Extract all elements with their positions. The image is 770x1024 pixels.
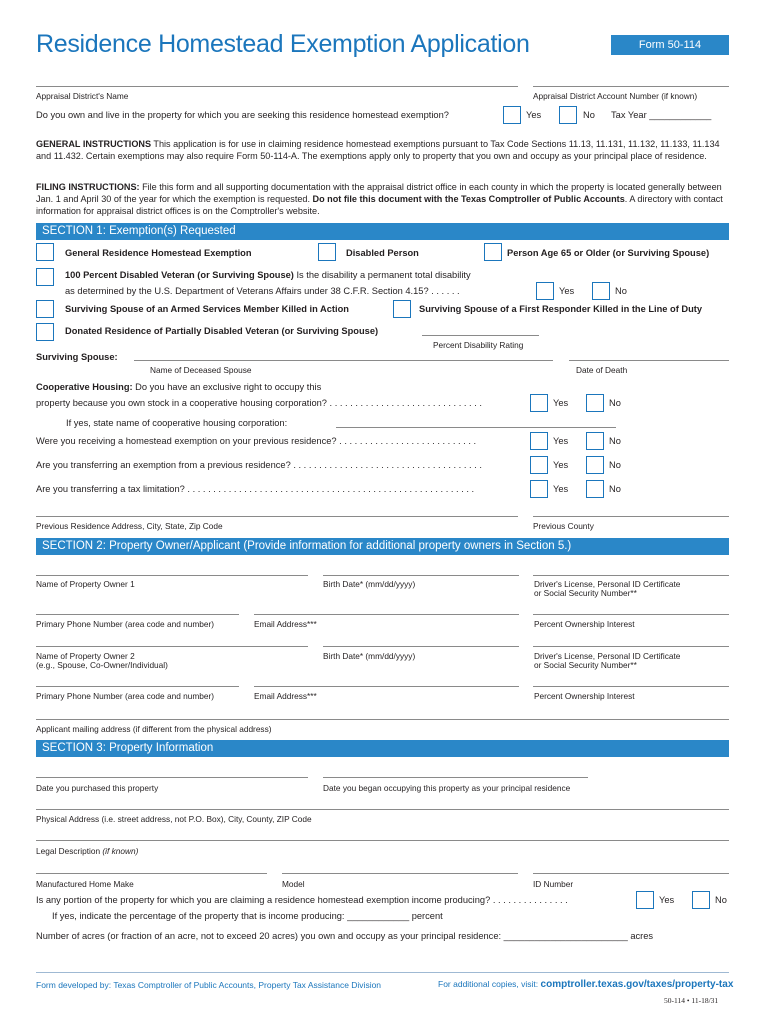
section3-header: SECTION 3: Property Information [36, 740, 729, 757]
coop-yes-checkbox[interactable] [530, 394, 548, 412]
owner2-name-label-2: (e.g., Spouse, Co-Owner/Individual) [36, 660, 168, 670]
footer-developed-by: Form developed by: Texas Comptroller of Public Accounts, Property Tax Assistance Division [36, 980, 382, 990]
prev-yes-label: Yes [553, 436, 569, 446]
purchased-date-line[interactable] [36, 777, 308, 778]
owner1-email-label: Email Address*** [254, 619, 317, 629]
page-title: Residence Homestead Exemption Application [36, 30, 530, 58]
owner2-pct-line[interactable] [533, 686, 729, 687]
disabled-veteran-label: 100 Percent Disabled Veteran (or Surviving Spouse) [65, 270, 294, 280]
coop-name-label: If yes, state name of cooperative housing corporation: [66, 418, 288, 428]
tax-limit-question: Are you transferring a tax limitation? . . . . . . . . . . . . . . . . . . . . . . . . . . . . . . . . . . . . . . . . . . . . . . . . . . . . . . . . [36, 484, 475, 494]
live-question: Do you own and live in the property for which you are seeking this residence homestead exemption? [36, 110, 449, 120]
income-no-checkbox[interactable] [692, 891, 710, 909]
general-instructions [36, 138, 730, 162]
coop-no-label: No [609, 398, 621, 408]
owner2-name-label-1: Name of Property Owner 2 [36, 651, 135, 661]
income-yes-checkbox[interactable] [636, 891, 654, 909]
physical-address-line[interactable] [36, 809, 729, 810]
live-yes-label: Yes [526, 110, 542, 120]
coop-name-line[interactable] [336, 427, 616, 428]
date-of-death-line[interactable] [569, 360, 729, 361]
transfer-exemption-question: Are you transferring an exemption from a previous residence? . . . . . . . . . . . . . . . . . . . . . . . . . . . . . . . . . . . . . [36, 460, 482, 470]
general-instructions-text: This application is for use in claiming residence homestead exemptions pursuant to Tax Code Sections 11.13, 11.131, 11.132, 11.133, 11.134 and 11.432. Certain exemptions may also require Form 50-114-A. The exemptions apply only to property that you own and occupy as your principal place of residence. [36, 139, 720, 161]
owner2-email-line[interactable] [254, 686, 519, 687]
limit-no-label: No [609, 484, 621, 494]
disabled-person-checkbox[interactable] [318, 243, 336, 261]
coop-no-checkbox[interactable] [586, 394, 604, 412]
income-yes-label: Yes [659, 895, 675, 905]
footer-copies-prefix: For additional copies, visit: [438, 979, 541, 989]
section2-header: SECTION 2: Property Owner/Applicant (Provide information for additional property owners in Section 5.) [36, 538, 729, 555]
district-name-label: Appraisal District's Name [36, 91, 129, 101]
live-yes-checkbox[interactable] [503, 106, 521, 124]
donated-residence-label: Donated Residence of Partially Disabled Veteran (or Surviving Spouse) [65, 326, 379, 336]
transfer-no-checkbox[interactable] [586, 456, 604, 474]
percent-rating-line[interactable] [422, 335, 539, 336]
first-responder-checkbox[interactable] [393, 300, 411, 318]
limit-yes-checkbox[interactable] [530, 480, 548, 498]
coop-heading: Cooperative Housing: [36, 382, 133, 392]
owner1-name-line[interactable] [36, 575, 308, 576]
owner1-id-label-2: or Social Security Number** [534, 588, 637, 598]
footer-divider [36, 972, 729, 973]
deceased-name-label: Name of Deceased Spouse [150, 365, 252, 375]
legal-description-line[interactable] [36, 840, 729, 841]
home-model-line[interactable] [282, 873, 518, 874]
filing-instructions-warning: Do not file this document with the Texas Comptroller of Public Accounts [312, 194, 625, 204]
owner1-phone-label: Primary Phone Number (area code and number) [36, 619, 215, 629]
physical-address-label: Physical Address (i.e. street address, not P.O. Box), City, County, ZIP Code [36, 814, 312, 824]
owner1-pct-line[interactable] [533, 614, 729, 615]
tax-year-field[interactable]: Tax Year ____________ [611, 110, 712, 120]
owner2-id-label-1: Driver's License, Personal ID Certificate [534, 651, 681, 661]
footer-url-link[interactable]: comptroller.texas.gov/taxes/property-tax [540, 979, 734, 990]
coop-question [36, 382, 321, 392]
disabled-veteran-question [65, 270, 471, 280]
owner2-pct-label: Percent Ownership Interest [534, 691, 635, 701]
income-percentage-field[interactable]: If yes, indicate the percentage of the property that is income producing: ____________ percent [52, 911, 443, 921]
home-make-label: Manufactured Home Make [36, 879, 134, 889]
live-no-checkbox[interactable] [559, 106, 577, 124]
date-of-death-label: Date of Death [576, 365, 628, 375]
prev-yes-checkbox[interactable] [530, 432, 548, 450]
prev-address-line[interactable] [36, 516, 518, 517]
owner2-id-label-2: or Social Security Number** [534, 660, 637, 670]
acres-field[interactable]: Number of acres (or fraction of an acre, not to exceed 20 acres) you own and occupy as your principal residence: ________________________ acres [36, 931, 654, 941]
filing-instructions [36, 181, 730, 217]
veteran-no-checkbox[interactable] [592, 282, 610, 300]
section1-header: SECTION 1: Exemption(s) Requested [36, 223, 729, 240]
owner1-pct-label: Percent Ownership Interest [534, 619, 635, 629]
general-exemption-label: General Residence Homestead Exemption [65, 248, 252, 258]
prev-no-checkbox[interactable] [586, 432, 604, 450]
live-no-label: No [583, 110, 595, 120]
prev-county-line[interactable] [533, 516, 729, 517]
account-number-label: Appraisal District Account Number (if known) [533, 91, 698, 101]
occupying-date-label: Date you began occupying this property as your principal residence [323, 783, 571, 793]
filing-instructions-heading: FILING INSTRUCTIONS: [36, 182, 140, 192]
income-producing-question: Is any portion of the property for which you are claiming a residence homestead exemption income producing? . . . . . . . . . . . . . . . [36, 895, 568, 905]
owner2-phone-line[interactable] [36, 686, 239, 687]
purchased-date-label: Date you purchased this property [36, 783, 159, 793]
occupying-date-line[interactable] [323, 777, 588, 778]
owner1-phone-line[interactable] [36, 614, 239, 615]
mailing-address-label: Applicant mailing address (if different from the physical address) [36, 724, 272, 734]
filing-instructions-tail: . A directory with contact information for appraisal district offices is on the Comptroller's website. [36, 194, 723, 216]
prev-county-label: Previous County [533, 521, 594, 531]
percent-rating-label: Percent Disability Rating [433, 340, 524, 350]
mailing-address-line[interactable] [36, 719, 729, 720]
owner1-email-line[interactable] [254, 614, 519, 615]
disabled-veteran-q1: Is the disability a permanent total disability [293, 270, 471, 280]
transfer-yes-label: Yes [553, 460, 569, 470]
veteran-yes-label: Yes [559, 286, 575, 296]
coop-q2: property because you own stock in a cooperative housing corporation? . . . . . . . . . . . . . . . . . . . . . . . . . . . . . . [36, 398, 482, 408]
donated-residence-checkbox[interactable] [36, 323, 54, 341]
limit-no-checkbox[interactable] [586, 480, 604, 498]
owner2-id-line[interactable] [533, 646, 729, 647]
legal-description-note: (if known) [102, 846, 139, 856]
surviving-spouse-label: Surviving Spouse: [36, 352, 118, 362]
prev-address-label: Previous Residence Address, City, State, Zip Code [36, 521, 223, 531]
age65-checkbox[interactable] [484, 243, 502, 261]
legal-description-text: Legal Description [36, 846, 101, 856]
owner1-id-line[interactable] [533, 575, 729, 576]
home-id-line[interactable] [533, 873, 729, 874]
owner2-name-line[interactable] [36, 646, 308, 647]
transfer-no-label: No [609, 460, 621, 470]
district-name-line[interactable] [36, 86, 518, 87]
owner1-birth-line[interactable] [323, 575, 519, 576]
owner1-birth-label: Birth Date* (mm/dd/yyyy) [323, 579, 416, 589]
general-exemption-checkbox[interactable] [36, 243, 54, 261]
owner2-birth-line[interactable] [323, 646, 519, 647]
footer-form-code: 50-114 • 11-18/31 [664, 996, 719, 1005]
prev-exemption-question: Were you receiving a homestead exemption on your previous residence? . . . . . . . . . . . . . . . . . . . . . . . . . . . [36, 436, 477, 446]
deceased-name-line[interactable] [134, 360, 553, 361]
footer-copies [438, 979, 733, 990]
owner2-birth-label: Birth Date* (mm/dd/yyyy) [323, 651, 416, 661]
account-number-line[interactable] [533, 86, 729, 87]
general-instructions-heading: GENERAL INSTRUCTIONS [36, 139, 152, 149]
first-responder-label: Surviving Spouse of a First Responder Killed in the Line of Duty [419, 304, 703, 314]
owner2-phone-label: Primary Phone Number (area code and number) [36, 691, 215, 701]
veteran-yes-checkbox[interactable] [536, 282, 554, 300]
prev-no-label: No [609, 436, 621, 446]
home-model-label: Model [282, 879, 305, 889]
armed-services-label: Surviving Spouse of an Armed Services Member Killed in Action [65, 304, 349, 314]
filing-instructions-text: File this form and all supporting documentation with the appraisal district office in each county in which the property is located generally between Jan. 1 and April 30 of the year for which the exemption is requested. [36, 182, 722, 204]
owner1-id-label-1: Driver's License, Personal ID Certificate [534, 579, 681, 589]
legal-description-label [36, 846, 138, 856]
coop-q1: Do you have an exclusive right to occupy this [132, 382, 322, 392]
disabled-veteran-q2: as determined by the U.S. Department of Veterans Affairs under 38 C.F.R. Section 4.15? . . . . . . [65, 286, 460, 296]
transfer-yes-checkbox[interactable] [530, 456, 548, 474]
disabled-person-label: Disabled Person [346, 248, 419, 258]
age65-label: Person Age 65 or Older (or Surviving Spouse) [507, 248, 710, 258]
form-number-badge: Form 50-114 [611, 35, 729, 55]
coop-yes-label: Yes [553, 398, 569, 408]
income-no-label: No [715, 895, 727, 905]
disabled-veteran-checkbox[interactable] [36, 268, 54, 286]
limit-yes-label: Yes [553, 484, 569, 494]
owner1-name-label: Name of Property Owner 1 [36, 579, 135, 589]
owner2-email-label: Email Address*** [254, 691, 317, 701]
armed-services-checkbox[interactable] [36, 300, 54, 318]
home-make-line[interactable] [36, 873, 267, 874]
home-id-label: ID Number [533, 879, 574, 889]
veteran-no-label: No [615, 286, 627, 296]
